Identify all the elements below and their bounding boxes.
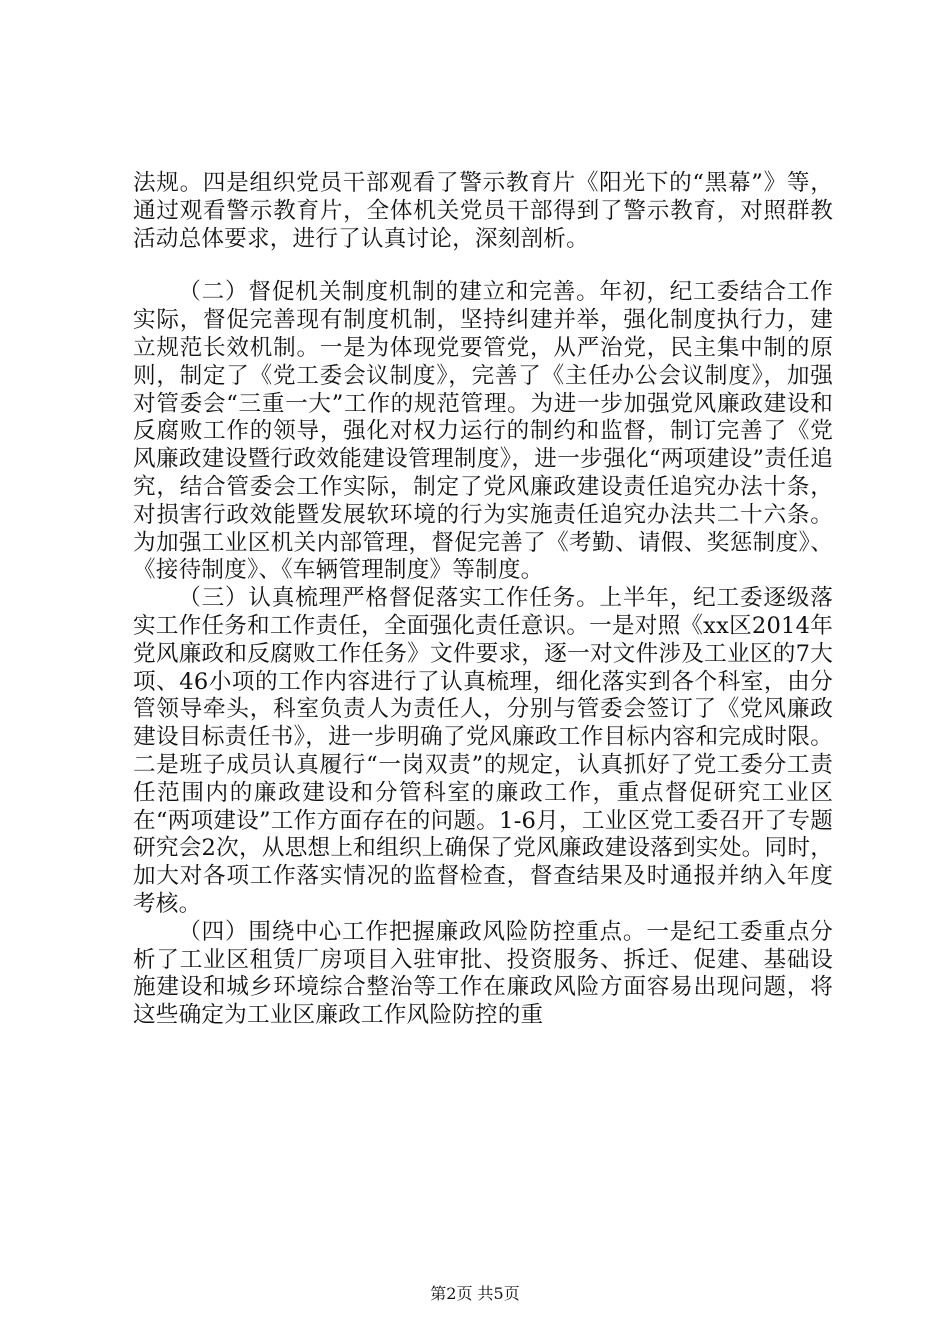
page-number-footer: 第2页 共5页 — [430, 1284, 520, 1303]
paragraph-continuation: 法规。四是组织党员干部观看了警示教育片《阳光下的“黑幕”》等，通过观看警示教育片，全体机关党员干部得到了警示教育，对照群教活动总体要求，进行了认真讨论，深刻剖析。 — [133, 170, 833, 252]
paragraph-section-three: （三）认真梳理严格督促落实工作任务。上半年，纪工委逐级落实工作任务和工作责任，全面强化责任意识。一是对照《xx区2014年党风廉政和反腐败工作任务》文件要求，逐一对文件涉及工业区的7大项、46小项的工作内容进行了认真梳理，细化落实到各个科室，由分管领导牵头，科室负责人为责任人，分别与管委会签订了《党风廉政建设目标责任书》，进一步明确了党风廉政工作目标内容和完成时限。二是班子成员认真履行“一岗双责”的规定，认真抓好了党工委分工责任范围内的廉政建设和分管科室的廉政工作，重点督促研究工业区在“两项建设”工作方面存在的问题。1-6月，工业区党工委召开了专题研究会2次，从思想上和组织上确保了党风廉政建设落到实处。同时，加大对各项工作落实情况的监督检查，督查结果及时通报并纳入年度考核。 — [133, 585, 833, 917]
document-body — [133, 170, 833, 1030]
paragraph-section-four: （四）围绕中心工作把握廉政风险防控重点。一是纪工委重点分析了工业区租赁厂房项目入驻审批、投资服务、拆迁、促建、基础设施建设和城乡环境综合整治等工作在廉政风险方面容易出现问题，将这些确定为工业区廉政工作风险防控的重 — [133, 918, 833, 1029]
paragraph-section-two: （二）督促机关制度机制的建立和完善。年初，纪工委结合工作实际，督促完善现有制度机制，坚持纠建并举，强化制度执行力，建立规范长效机制。一是为体现党要管党，从严治党，民主集中制的原则，制定了《党工委会议制度》，完善了《主任办公会议制度》，加强对管委会“三重一大”工作的规范管理。为进一步加强党风廉政建设和反腐败工作的领导，强化对权力运行的制约和监督，制订完善了《党风廉政建设暨行政效能建设管理制度》，进一步强化“两项建设”责任追究，结合管委会工作实际，制定了党风廉政建设责任追究办法十条，对损害行政效能暨发展软环境的行为实施责任追究办法共二十六条。为加强工业区机关内部管理，督促完善了《考勤、请假、奖惩制度》、《接待制度》、《车辆管理制度》等制度。 — [133, 279, 833, 584]
